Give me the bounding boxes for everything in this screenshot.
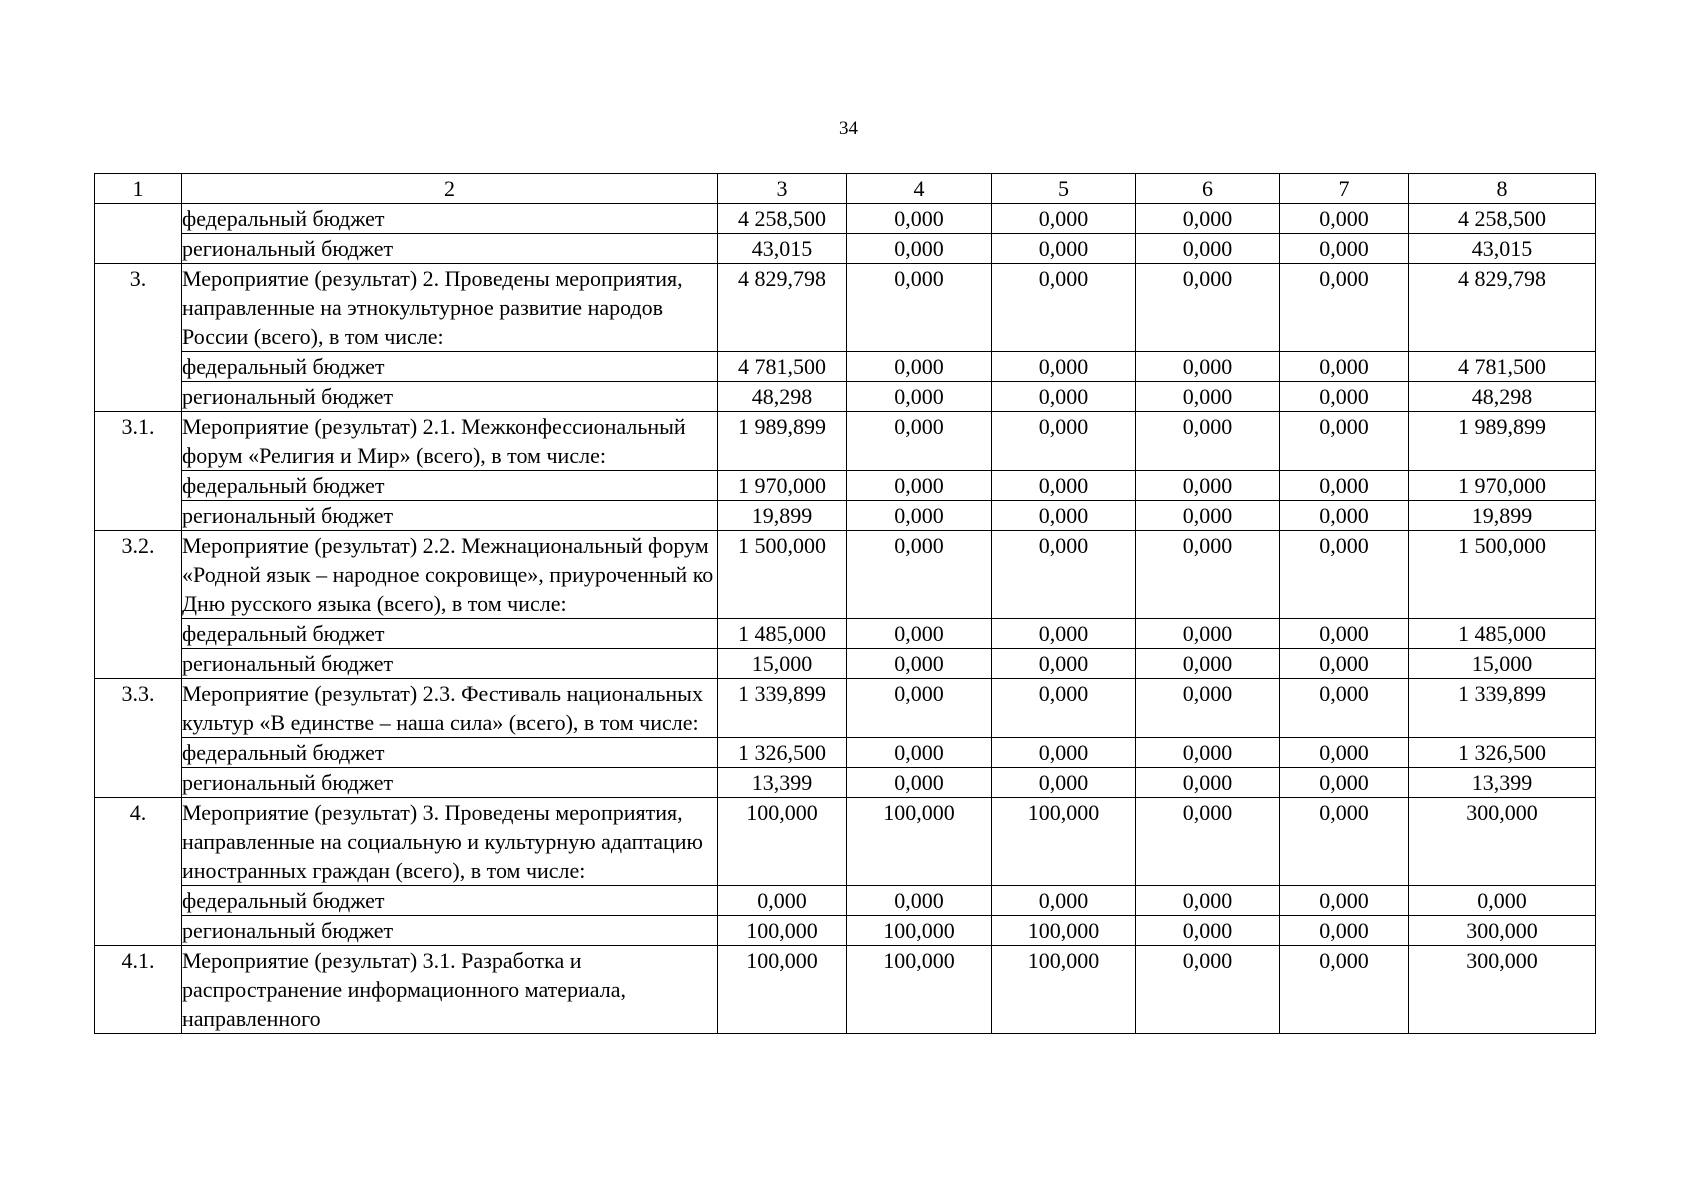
value-cell-col-4: 0,000 bbox=[847, 352, 992, 382]
value-cell-col-7: 0,000 bbox=[1280, 679, 1409, 738]
value-cell-col-8: 1 970,000 bbox=[1409, 471, 1596, 501]
row-number: 4.1. bbox=[95, 946, 182, 1034]
value-cell-col-7: 0,000 bbox=[1280, 886, 1409, 916]
value-cell-col-5: 0,000 bbox=[992, 412, 1136, 471]
value-cell-col-7: 0,000 bbox=[1280, 264, 1409, 352]
row-description: региональный бюджет bbox=[182, 501, 718, 531]
value-cell-col-3: 0,000 bbox=[718, 886, 847, 916]
header-col-1: 1 bbox=[95, 174, 182, 204]
value-cell-col-8: 4 829,798 bbox=[1409, 264, 1596, 352]
value-cell-col-6: 0,000 bbox=[1136, 412, 1280, 471]
value-cell-col-6: 0,000 bbox=[1136, 679, 1280, 738]
table-row bbox=[95, 798, 1596, 886]
value-cell-col-7: 0,000 bbox=[1280, 738, 1409, 768]
value-cell-col-3: 13,399 bbox=[718, 768, 847, 798]
value-cell-col-6: 0,000 bbox=[1136, 382, 1280, 412]
value-cell-col-8: 0,000 bbox=[1409, 886, 1596, 916]
value-cell-col-8: 4 781,500 bbox=[1409, 352, 1596, 382]
value-cell-col-5: 0,000 bbox=[992, 531, 1136, 619]
value-cell-col-3: 15,000 bbox=[718, 649, 847, 679]
value-cell-col-5: 0,000 bbox=[992, 352, 1136, 382]
value-cell-col-3: 1 339,899 bbox=[718, 679, 847, 738]
value-cell-col-3: 1 326,500 bbox=[718, 738, 847, 768]
value-cell-col-7: 0,000 bbox=[1280, 382, 1409, 412]
row-description: федеральный бюджет bbox=[182, 471, 718, 501]
value-cell-col-5: 0,000 bbox=[992, 679, 1136, 738]
value-cell-col-5: 100,000 bbox=[992, 946, 1136, 1034]
table-body bbox=[95, 204, 1596, 1034]
header-col-3: 3 bbox=[718, 174, 847, 204]
value-cell-col-6: 0,000 bbox=[1136, 204, 1280, 234]
value-cell-col-8: 1 339,899 bbox=[1409, 679, 1596, 738]
row-description: региональный бюджет bbox=[182, 234, 718, 264]
row-description: федеральный бюджет bbox=[182, 204, 718, 234]
value-cell-col-7: 0,000 bbox=[1280, 204, 1409, 234]
header-col-8: 8 bbox=[1409, 174, 1596, 204]
value-cell-col-7: 0,000 bbox=[1280, 798, 1409, 886]
value-cell-col-4: 0,000 bbox=[847, 501, 992, 531]
value-cell-col-3: 1 485,000 bbox=[718, 619, 847, 649]
value-cell-col-4: 0,000 bbox=[847, 234, 992, 264]
value-cell-col-8: 13,399 bbox=[1409, 768, 1596, 798]
value-cell-col-4: 0,000 bbox=[847, 768, 992, 798]
header-col-2: 2 bbox=[182, 174, 718, 204]
value-cell-col-5: 0,000 bbox=[992, 471, 1136, 501]
row-description: федеральный бюджет bbox=[182, 886, 718, 916]
table-row bbox=[95, 916, 1596, 946]
table-row bbox=[95, 738, 1596, 768]
value-cell-col-4: 0,000 bbox=[847, 679, 992, 738]
value-cell-col-4: 0,000 bbox=[847, 531, 992, 619]
value-cell-col-7: 0,000 bbox=[1280, 619, 1409, 649]
value-cell-col-3: 100,000 bbox=[718, 798, 847, 886]
value-cell-col-4: 0,000 bbox=[847, 264, 992, 352]
value-cell-col-6: 0,000 bbox=[1136, 738, 1280, 768]
value-cell-col-3: 4 781,500 bbox=[718, 352, 847, 382]
table-row bbox=[95, 619, 1596, 649]
value-cell-col-5: 0,000 bbox=[992, 886, 1136, 916]
table-row bbox=[95, 471, 1596, 501]
value-cell-col-8: 15,000 bbox=[1409, 649, 1596, 679]
value-cell-col-6: 0,000 bbox=[1136, 352, 1280, 382]
budget-table bbox=[94, 173, 1596, 1034]
table-row bbox=[95, 501, 1596, 531]
table-row bbox=[95, 412, 1596, 471]
value-cell-col-5: 0,000 bbox=[992, 738, 1136, 768]
row-number: 4. bbox=[95, 798, 182, 946]
table-row bbox=[95, 352, 1596, 382]
value-cell-col-3: 1 970,000 bbox=[718, 471, 847, 501]
value-cell-col-6: 0,000 bbox=[1136, 501, 1280, 531]
value-cell-col-7: 0,000 bbox=[1280, 768, 1409, 798]
value-cell-col-6: 0,000 bbox=[1136, 264, 1280, 352]
table-row bbox=[95, 264, 1596, 352]
row-description: федеральный бюджет bbox=[182, 738, 718, 768]
row-description: Мероприятие (результат) 2. Проведены мероприятия, направленные на этнокультурное развитие народов России (всего), в том числе: bbox=[182, 264, 718, 352]
row-description: федеральный бюджет bbox=[182, 619, 718, 649]
table-row bbox=[95, 679, 1596, 738]
value-cell-col-3: 100,000 bbox=[718, 916, 847, 946]
value-cell-col-4: 0,000 bbox=[847, 471, 992, 501]
value-cell-col-5: 0,000 bbox=[992, 204, 1136, 234]
row-description: Мероприятие (результат) 2.1. Межконфессиональный форум «Религия и Мир» (всего), в том числе: bbox=[182, 412, 718, 471]
row-number: 3. bbox=[95, 264, 182, 412]
value-cell-col-3: 1 500,000 bbox=[718, 531, 847, 619]
value-cell-col-6: 0,000 bbox=[1136, 649, 1280, 679]
value-cell-col-7: 0,000 bbox=[1280, 946, 1409, 1034]
table-row bbox=[95, 946, 1596, 1034]
value-cell-col-8: 4 258,500 bbox=[1409, 204, 1596, 234]
value-cell-col-7: 0,000 bbox=[1280, 352, 1409, 382]
table-row bbox=[95, 204, 1596, 234]
value-cell-col-7: 0,000 bbox=[1280, 412, 1409, 471]
value-cell-col-4: 0,000 bbox=[847, 738, 992, 768]
value-cell-col-5: 0,000 bbox=[992, 649, 1136, 679]
page-number: 34 bbox=[839, 118, 858, 139]
table-row bbox=[95, 234, 1596, 264]
value-cell-col-5: 0,000 bbox=[992, 264, 1136, 352]
value-cell-col-8: 19,899 bbox=[1409, 501, 1596, 531]
value-cell-col-5: 0,000 bbox=[992, 619, 1136, 649]
value-cell-col-7: 0,000 bbox=[1280, 649, 1409, 679]
value-cell-col-6: 0,000 bbox=[1136, 946, 1280, 1034]
value-cell-col-8: 48,298 bbox=[1409, 382, 1596, 412]
row-description: Мероприятие (результат) 2.3. Фестиваль национальных культур «В единстве – наша сила» (всего), в том числе: bbox=[182, 679, 718, 738]
value-cell-col-6: 0,000 bbox=[1136, 886, 1280, 916]
value-cell-col-7: 0,000 bbox=[1280, 501, 1409, 531]
table-row bbox=[95, 382, 1596, 412]
header-row bbox=[95, 174, 1596, 204]
table-row bbox=[95, 531, 1596, 619]
value-cell-col-8: 1 989,899 bbox=[1409, 412, 1596, 471]
row-description: региональный бюджет bbox=[182, 916, 718, 946]
value-cell-col-4: 100,000 bbox=[847, 946, 992, 1034]
header-col-7: 7 bbox=[1280, 174, 1409, 204]
value-cell-col-3: 43,015 bbox=[718, 234, 847, 264]
row-description: Мероприятие (результат) 3.1. Разработка и распространение информационного материала, направленного bbox=[182, 946, 718, 1034]
value-cell-col-5: 0,000 bbox=[992, 768, 1136, 798]
value-cell-col-6: 0,000 bbox=[1136, 619, 1280, 649]
value-cell-col-4: 0,000 bbox=[847, 619, 992, 649]
value-cell-col-4: 0,000 bbox=[847, 382, 992, 412]
value-cell-col-6: 0,000 bbox=[1136, 531, 1280, 619]
value-cell-col-4: 0,000 bbox=[847, 649, 992, 679]
value-cell-col-7: 0,000 bbox=[1280, 916, 1409, 946]
header-col-4: 4 bbox=[847, 174, 992, 204]
value-cell-col-4: 0,000 bbox=[847, 412, 992, 471]
value-cell-col-8: 300,000 bbox=[1409, 916, 1596, 946]
value-cell-col-3: 48,298 bbox=[718, 382, 847, 412]
value-cell-col-8: 300,000 bbox=[1409, 798, 1596, 886]
row-description: региональный бюджет bbox=[182, 649, 718, 679]
table-row bbox=[95, 886, 1596, 916]
value-cell-col-8: 1 326,500 bbox=[1409, 738, 1596, 768]
value-cell-col-3: 1 989,899 bbox=[718, 412, 847, 471]
table-row bbox=[95, 649, 1596, 679]
value-cell-col-5: 0,000 bbox=[992, 234, 1136, 264]
row-description: Мероприятие (результат) 3. Проведены мероприятия, направленные на социальную и культурную адаптацию иностранных граждан (всего), в том числе: bbox=[182, 798, 718, 886]
row-description: региональный бюджет bbox=[182, 768, 718, 798]
value-cell-col-5: 0,000 bbox=[992, 501, 1136, 531]
value-cell-col-6: 0,000 bbox=[1136, 768, 1280, 798]
value-cell-col-6: 0,000 bbox=[1136, 798, 1280, 886]
value-cell-col-5: 100,000 bbox=[992, 916, 1136, 946]
value-cell-col-3: 100,000 bbox=[718, 946, 847, 1034]
value-cell-col-7: 0,000 bbox=[1280, 471, 1409, 501]
value-cell-col-8: 1 485,000 bbox=[1409, 619, 1596, 649]
row-number bbox=[95, 204, 182, 264]
value-cell-col-4: 100,000 bbox=[847, 916, 992, 946]
row-description: федеральный бюджет bbox=[182, 352, 718, 382]
value-cell-col-7: 0,000 bbox=[1280, 234, 1409, 264]
header-col-6: 6 bbox=[1136, 174, 1280, 204]
value-cell-col-8: 300,000 bbox=[1409, 946, 1596, 1034]
row-number: 3.1. bbox=[95, 412, 182, 531]
row-number: 3.2. bbox=[95, 531, 182, 679]
row-description: региональный бюджет bbox=[182, 382, 718, 412]
value-cell-col-4: 0,000 bbox=[847, 204, 992, 234]
value-cell-col-3: 4 258,500 bbox=[718, 204, 847, 234]
value-cell-col-8: 43,015 bbox=[1409, 234, 1596, 264]
value-cell-col-7: 0,000 bbox=[1280, 531, 1409, 619]
value-cell-col-5: 100,000 bbox=[992, 798, 1136, 886]
value-cell-col-4: 100,000 bbox=[847, 798, 992, 886]
table-row bbox=[95, 768, 1596, 798]
row-description: Мероприятие (результат) 2.2. Межнациональный форум «Родной язык – народное сокровище», приуроченный ко Дню русского языка (всего), в том числе: bbox=[182, 531, 718, 619]
row-number: 3.3. bbox=[95, 679, 182, 798]
value-cell-col-6: 0,000 bbox=[1136, 471, 1280, 501]
value-cell-col-6: 0,000 bbox=[1136, 234, 1280, 264]
value-cell-col-8: 1 500,000 bbox=[1409, 531, 1596, 619]
value-cell-col-3: 4 829,798 bbox=[718, 264, 847, 352]
value-cell-col-3: 19,899 bbox=[718, 501, 847, 531]
value-cell-col-6: 0,000 bbox=[1136, 916, 1280, 946]
value-cell-col-4: 0,000 bbox=[847, 886, 992, 916]
value-cell-col-5: 0,000 bbox=[992, 382, 1136, 412]
header-col-5: 5 bbox=[992, 174, 1136, 204]
